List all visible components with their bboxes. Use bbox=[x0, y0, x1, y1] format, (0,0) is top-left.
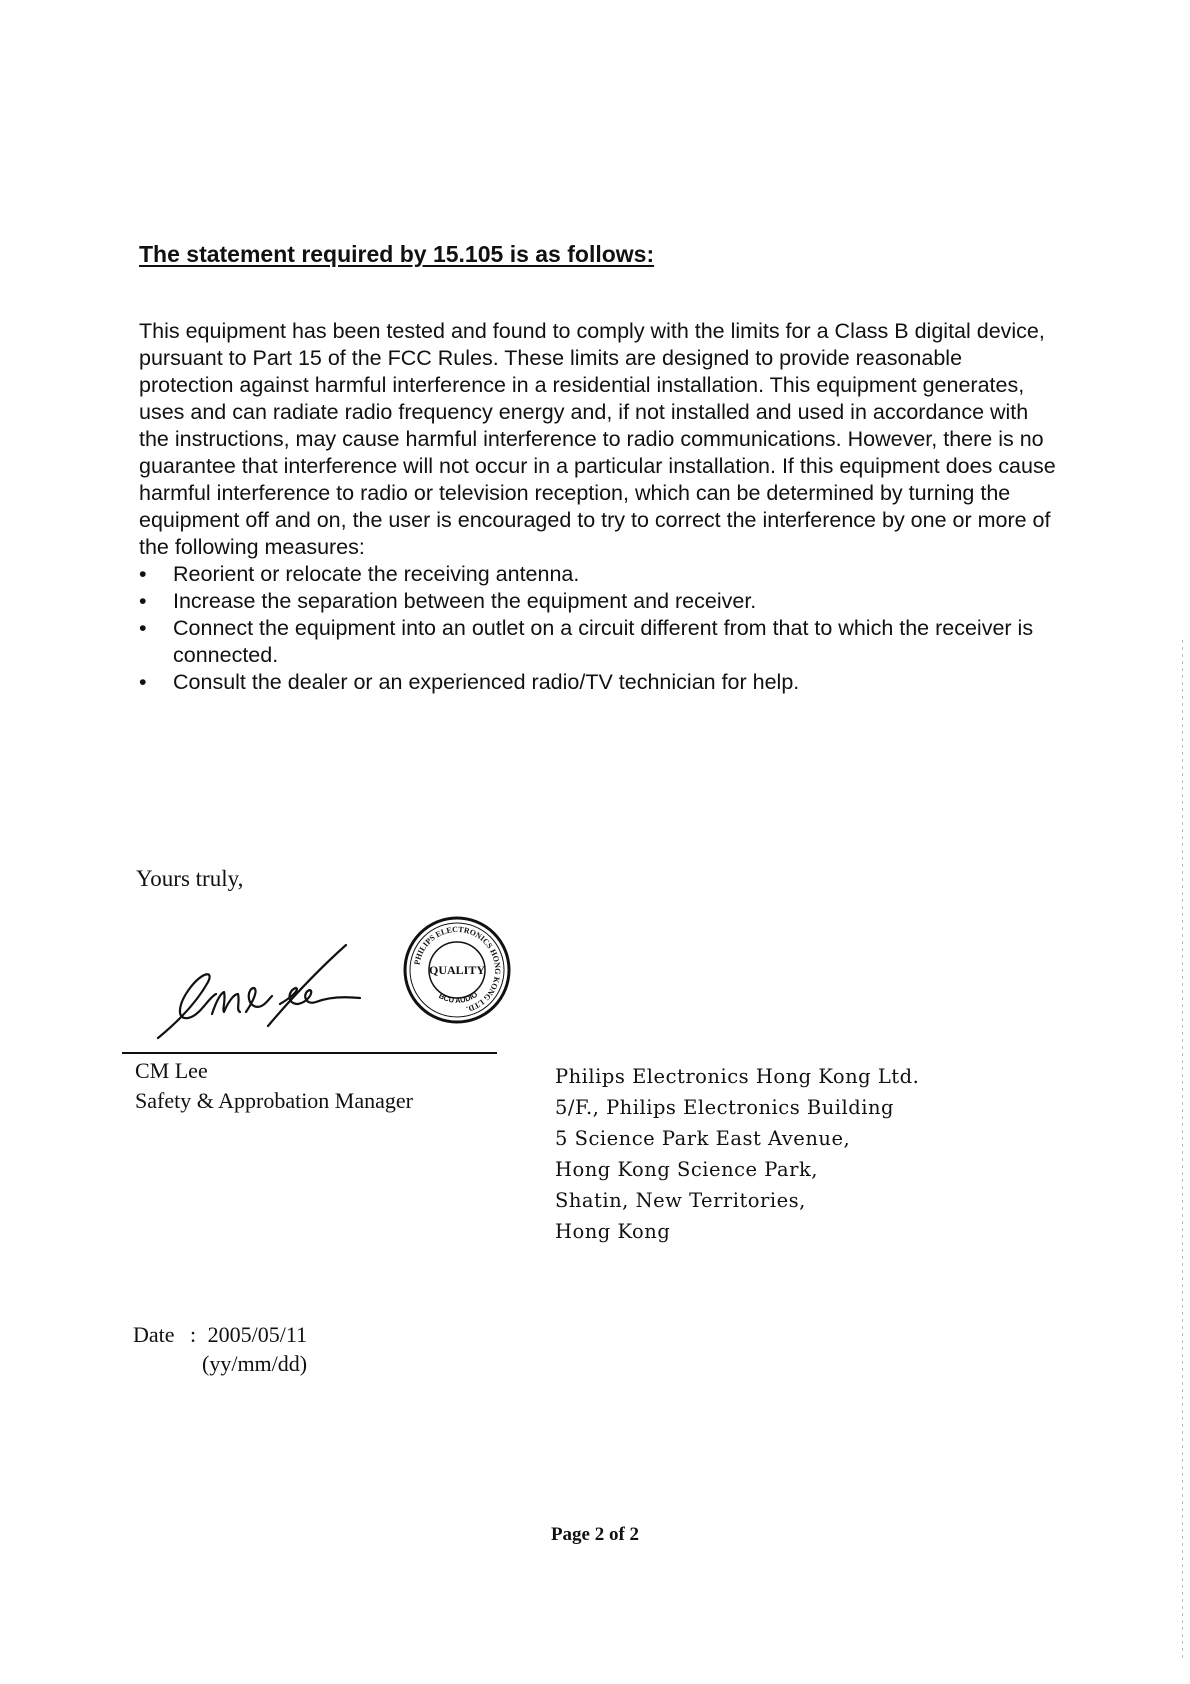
signer-name: CM Lee bbox=[135, 1058, 208, 1083]
address-line: Hong Kong Science Park, bbox=[555, 1158, 818, 1181]
date-format: (yy/mm/dd) bbox=[202, 1351, 308, 1376]
scan-edge bbox=[1182, 640, 1183, 1660]
page-number: Page 2 of 2 bbox=[550, 1524, 640, 1545]
list-item-text: Increase the separation between the equipment and receiver. bbox=[173, 589, 757, 613]
signer-title: Safety & Approbation Manager bbox=[135, 1088, 413, 1113]
statement-paragraph: This equipment has been tested and found to comply with the limits for a Class B digital device, pursuant to Part 15 of the FCC Rules. These limits are designed to provide reasonable protection against harmful interference in a residential installation. This equipment generates, uses and can radiate radio frequency energy and, if not installed and used in accordance with the instructions, may cause harmful interference to radio communications. However, there is no guarantee that interference will not occur in a particular installation. If this equipment does cause harmful interference to radio or television reception, which can be determined by turning the equipment off and on, the user is encouraged to try to correct the interference by one or more of the following measures: bbox=[139, 319, 1056, 559]
signature-line bbox=[122, 1052, 497, 1054]
bullet-glyph: • bbox=[139, 589, 147, 613]
company-seal bbox=[402, 915, 512, 1025]
date-separator: : bbox=[190, 1322, 197, 1347]
statement-body bbox=[139, 318, 1059, 696]
address-line: Shatin, New Territories, bbox=[555, 1189, 806, 1212]
seal-ring-text: PHILIPS ELECTRONICS HONG KONG LTD. bbox=[412, 924, 503, 1014]
list-item-text: Consult the dealer or an experienced radio/TV technician for help. bbox=[173, 670, 800, 694]
list-item bbox=[139, 615, 1059, 669]
list-item-text: Connect the equipment into an outlet on a circuit different from that to which the receiver is connected. bbox=[173, 616, 1034, 667]
seal-bottom-text: BCU AUDIO bbox=[437, 989, 480, 1005]
date-value: 2005/05/11 bbox=[207, 1322, 308, 1347]
address-line: Philips Electronics Hong Kong Ltd. bbox=[555, 1065, 920, 1088]
address-line: Hong Kong bbox=[555, 1220, 671, 1243]
signer-block bbox=[135, 1056, 413, 1116]
address-line: 5 Science Park East Avenue, bbox=[555, 1127, 851, 1150]
measures-list bbox=[139, 561, 1059, 696]
handwritten-signature bbox=[150, 940, 380, 1045]
seal-center-text: QUALITY bbox=[428, 963, 486, 977]
statement-heading: The statement required by 15.105 is as follows: bbox=[139, 241, 655, 267]
bullet-glyph: • bbox=[139, 616, 147, 640]
date-block bbox=[133, 1320, 307, 1378]
list-item bbox=[139, 561, 1059, 588]
list-item bbox=[139, 669, 1059, 696]
closing-salutation: Yours truly, bbox=[136, 866, 244, 891]
address-line: 5/F., Philips Electronics Building bbox=[555, 1096, 895, 1119]
date-label: Date bbox=[133, 1322, 175, 1347]
bullet-glyph: • bbox=[139, 670, 147, 694]
bullet-glyph: • bbox=[139, 562, 147, 586]
list-item-text: Reorient or relocate the receiving antenna. bbox=[173, 562, 580, 586]
list-item bbox=[139, 588, 1059, 615]
company-address bbox=[555, 1061, 919, 1247]
